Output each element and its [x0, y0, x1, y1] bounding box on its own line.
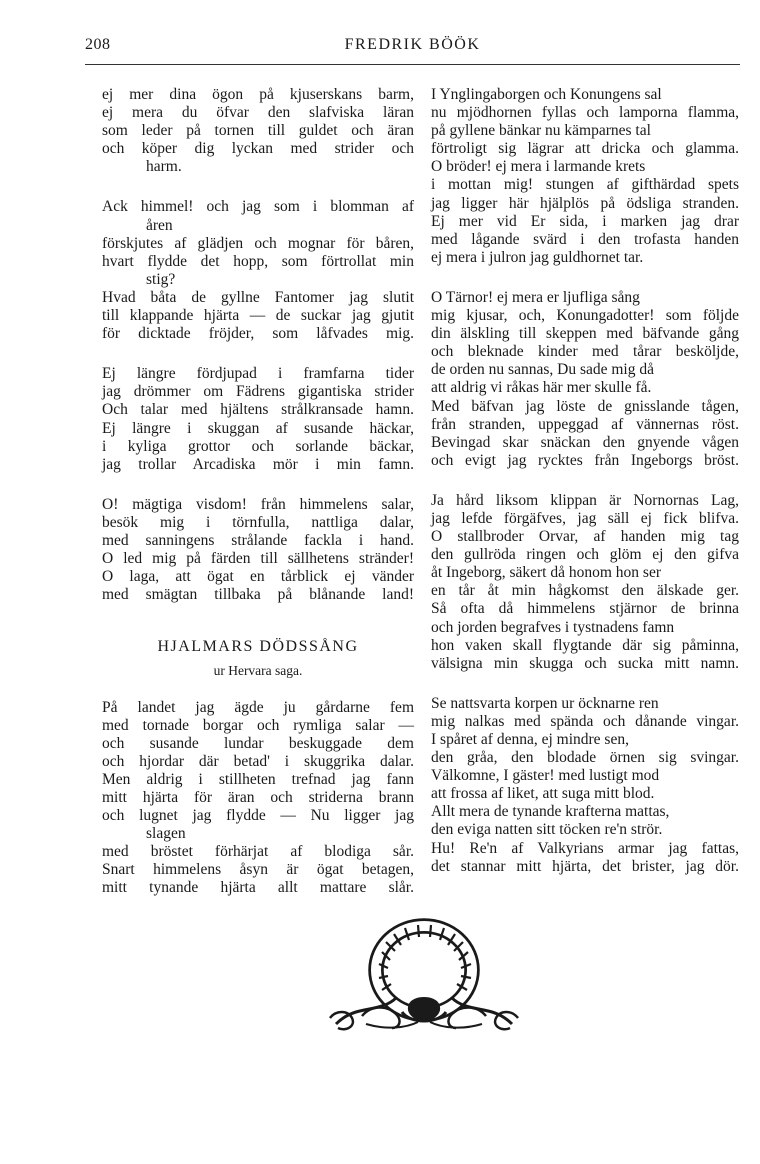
verse-line: I spåret af denna, ej mindre sen, [431, 731, 629, 748]
verse-line: O Tärnor! ej mera er ljufliga sång [431, 288, 640, 306]
verse-line: Ej längre fördjupad i framfarna tider [102, 365, 414, 383]
verse-line: med smägtan tillbaka på blånande land! [102, 586, 414, 604]
verse-line: med sanningens strålande fackla i hand. [102, 531, 414, 549]
verse-line: den gråa, den blodade örnen sig svingar. [431, 749, 739, 767]
verse-line: harm. [146, 158, 182, 176]
verse-line: de orden nu sannas, Du sade mig då [431, 361, 654, 379]
stanza [102, 496, 414, 605]
verse-line: din älskling till skeppen med bäfvande gång [431, 325, 739, 343]
verse-line: slagen [146, 825, 186, 843]
stanza [102, 699, 414, 898]
page-header [85, 36, 740, 65]
stanza [431, 289, 739, 470]
wreath-icon [326, 912, 522, 1036]
verse-line: och hjordar där betad' i skuggrika dalar. [102, 752, 414, 770]
verse-line: O led mig på färden till sällhetens stränder! [102, 550, 414, 568]
poem-title: HJALMARS DÖDSSÅNG [157, 638, 359, 656]
verse-line: med bröstet förhärjat af blodiga sår. [102, 843, 414, 861]
verse-line: förtroligt sig lägrar att dricka och glamma. [431, 140, 739, 158]
right-stanzas [431, 86, 739, 876]
stanza [431, 86, 739, 267]
verse-line: till klappande hjärta — de suckar jag gjutit [102, 307, 414, 325]
verse-line: den eviga natten sitt töcken re'n strör. [431, 821, 663, 839]
verse-line: Hu! Re'n af Valkyrians armar jag fattas, [431, 839, 739, 857]
verse-line: ej mer dina ögon på kjuserskans barm, [102, 86, 414, 103]
verse-line: Hvad båta de gyllne Fantomer jag slutit [102, 288, 414, 306]
verse-line: i mottan mig! stungen af gifthärdad spets [431, 176, 739, 194]
verse-line: att frossa af liket, att suga mitt blod. [431, 785, 655, 803]
running-head: FREDRIK BÖÖK [344, 36, 481, 53]
verse-line: Med bäfvan jag löste de gnisslande tågen, [431, 397, 739, 415]
verse-line: och evigt jag rycktes från Ingeborgs bröst. [431, 451, 739, 469]
verse-line: Ja hård liksom klippan är Nornornas Lag, [431, 491, 739, 509]
verse-line: förskjutes af glädjen och mognar för båren, [102, 234, 414, 252]
left-column [102, 86, 414, 920]
verse-line: och bleknade kinder med tårar besköljde, [431, 343, 739, 361]
stanza [102, 86, 414, 176]
verse-line: jag lefde förgäfves, jag säll ej fick blifva. [431, 509, 739, 527]
verse-line: en tår åt min hågkomst den älskade ger. [431, 582, 739, 600]
verse-line: och lugnet jag flydde — Nu ligger jag [102, 807, 414, 825]
verse-line: Bevingad skar snäckan den gnyende vågen [431, 433, 739, 451]
verse-line: välsigna min skugga och sucka mitt namn. [431, 654, 739, 672]
stanza [102, 365, 414, 474]
verse-line: Ack himmel! och jag som i blomman af [102, 198, 414, 216]
verse-line: På landet jag ägde ju gårdarne fem [102, 698, 414, 716]
verse-line: stig? [146, 270, 176, 288]
verse-line: åren [146, 216, 173, 234]
verse-line: mitt hjärta för äran och striderna brann [102, 789, 414, 806]
verse-line: jag drömmer om Fädrens gigantiska strider [102, 383, 414, 401]
verse-line: åt Ingeborg, säkert då honom hon ser [431, 564, 662, 582]
verse-line: den gullröda ringen och glöm ej den gifva [431, 546, 739, 564]
verse-line: besök mig i törnfulla, nattliga dalar, [102, 513, 414, 531]
verse-line: Välkomne, I gäster! med lustigt mod [431, 767, 660, 785]
verse-line: mig nalkas med spända och dånande vingar. [431, 712, 739, 730]
verse-line: Så ofta då himmelens stjärnor de brinna [431, 600, 739, 618]
verse-line: Snart himmelens åsyn är ögat betagen, [102, 861, 414, 879]
verse-line: och köper dig lyckan med strider och [102, 140, 414, 158]
verse-line: på gyllene bänkar nu kämparnes tal [431, 122, 651, 140]
verse-line: Ej längre i skuggan af susande häckar, [102, 419, 414, 437]
verse-line: mitt tynande hjärta allt mattare slår. [102, 879, 414, 897]
verse-line: O stallbroder Orvar, af handen mig tag [431, 528, 739, 546]
verse-line: och jorden begrafves i tystnadens famn [431, 618, 675, 636]
poem-subtitle: ur Hervara saga. [213, 663, 303, 679]
wreath-ornament [326, 912, 522, 1036]
stanza [431, 492, 739, 673]
verse-line: Ej mer vid Er sida, i marken jag drar [431, 212, 739, 230]
stanza [102, 198, 414, 343]
verse-line: O bröder! ej mera i larmande krets [431, 158, 646, 176]
verse-line: med lågande svärd i den trofasta handen [431, 230, 739, 248]
verse-line: ej mera du öfvar den slafviska läran [102, 104, 414, 122]
verse-line: för dicktade fröjder, som låfvades mig. [102, 325, 414, 343]
right-column [431, 86, 739, 898]
verse-line: I Ynglingaborgen och Konungens sal [431, 86, 662, 103]
stanza [431, 695, 739, 876]
verse-line: som leder på tornen till guldet och äran [102, 122, 414, 140]
verse-line: Men aldrig i stillheten trefnad jag fann [102, 770, 414, 788]
verse-line: nu mjödhornen fyllas och lamporna flamma, [431, 104, 739, 122]
verse-line: från stranden, uppeggad af vännernas röst. [431, 415, 739, 433]
page-number: 208 [85, 36, 111, 53]
verse-line: det stannar mitt hjärta, det brister, jag dör. [431, 857, 739, 875]
verse-line: jag ligger här hjälplös på ödsliga stranden. [431, 194, 739, 212]
verse-line: ej mera i julron jag guldhornet tar. [431, 248, 644, 266]
verse-line: med tornade borgar och rymliga salar — [102, 716, 414, 734]
verse-line: hon vaken skall flygtande där sig påminna, [431, 636, 739, 654]
poem-stanzas [102, 699, 414, 898]
verse-line: i kyliga grottor och sorlande bäckar, [102, 437, 414, 455]
verse-line: jag trollar Arcadiska mör i min famn. [102, 455, 414, 473]
verse-line: hvart flydde det hopp, som förtrollat min [102, 252, 414, 270]
verse-line: O laga, att ögat en tårblick ej vänder [102, 568, 414, 586]
verse-line: och susande lundar beskuggade dem [102, 734, 414, 752]
verse-line: Se nattsvarta korpen ur öcknarne ren [431, 694, 659, 712]
verse-line: Och talar med hjältens strålkransade hamn. [102, 401, 414, 419]
left-stanzas [102, 86, 414, 604]
verse-line: mig kjusar, och, Konungadotter! som följde [431, 307, 739, 325]
verse-line: att aldrig vi råkas här mer skulle få. [431, 379, 652, 397]
verse-line: O! mägtiga visdom! från himmelens salar, [102, 495, 414, 513]
verse-line: Allt mera de tynande krafterna mattas, [431, 803, 670, 821]
